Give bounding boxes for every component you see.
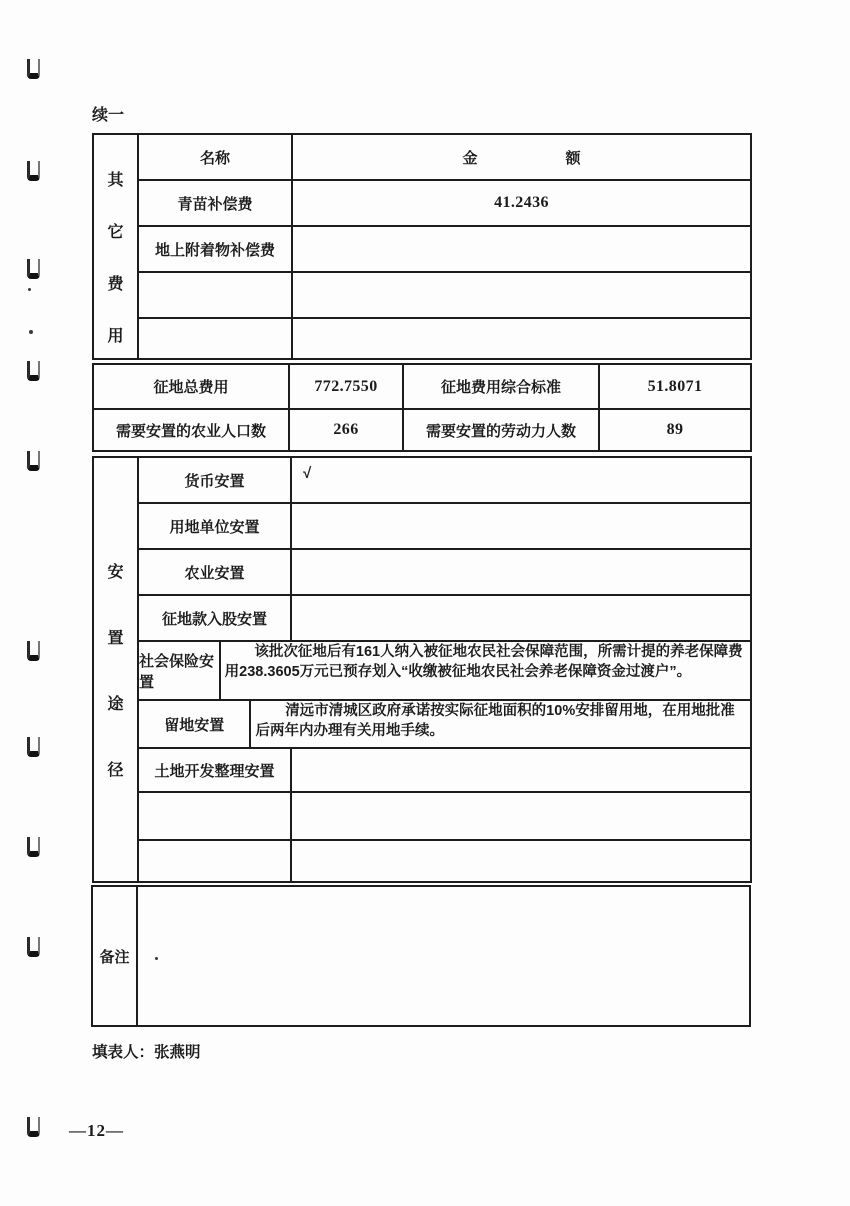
stub-char: 置 [107,630,124,647]
table-row [139,317,750,358]
scan-artifact-mark [27,59,40,79]
resettlement-value [292,841,750,881]
scan-artifact-dot [28,288,31,291]
summary-value: 772.7550 [290,365,404,408]
column-header-amount [293,135,750,179]
resettlement-name [139,841,292,881]
page-number: —12— [69,1121,124,1140]
scan-artifact-mark [27,641,40,661]
remarks-table [91,885,751,1027]
resettlement-row [139,502,750,548]
remarks-value [138,887,749,1025]
table-row [139,225,750,271]
resettlement-value: 该批次征地后有161人纳入被征地农民社会保障范围，所需计提的养老保障费用238.3605万元已预存划入“收缴被征地农民社会养老保障资金过渡户”。 [224,644,743,680]
scan-artifact-dot [29,330,33,334]
fee-name [139,319,293,358]
stub-char: 途 [107,696,124,713]
fee-amount [293,319,750,358]
table-row [139,179,750,225]
form-filler-line: 填表人：张燕明 [92,1044,201,1061]
scan-artifact-mark [27,161,40,181]
amount-header-char: 金 [462,149,478,167]
resettlement-row [139,699,750,747]
stub-char: 它 [107,224,124,241]
resettlement-row [139,747,750,791]
resettlement-value [292,793,750,839]
resettlement-name: 征地款入股安置 [139,596,292,640]
summary-row [94,365,750,408]
scan-artifact-dot [155,957,158,960]
resettlement-name: 农业安置 [139,550,292,594]
resettlement-row [139,839,750,881]
summary-label: 征地总费用 [94,365,290,408]
scan-artifact-mark [27,837,40,857]
fee-amount [293,227,750,271]
continuation-label: 续一 [92,107,125,124]
summary-value: 89 [666,421,684,438]
resettlement-name: 土地开发整理安置 [139,749,292,791]
other-fees-header-row [139,135,750,179]
scan-artifact-mark [27,259,40,279]
resettlement-name: 留地安置 [139,701,251,747]
stub-char: 费 [107,276,124,293]
stub-char: 径 [107,762,124,779]
resettlement-row [139,640,750,699]
other-fees-stub-label [94,135,139,358]
resettlement-row [139,548,750,594]
fee-name: 青苗补偿费 [139,181,293,225]
summary-label: 征地费用综合标准 [404,365,600,408]
resettlement-row [139,594,750,640]
scan-artifact-mark [27,737,40,757]
summary-table [92,363,752,452]
fee-amount [293,273,750,317]
resettlement-value: 清远市清城区政府承诺按实际征地面积的10%安排留用地，在用地批准后两年内办理有关用地手续。 [255,703,735,739]
other-fees-table [92,133,752,360]
scan-artifact-mark [27,1117,40,1137]
scan-artifact-mark [27,451,40,471]
column-header-name: 名称 [139,135,293,179]
fee-name [139,273,293,317]
resettlement-value [292,504,750,548]
summary-label: 需要安置的劳动力人数 [404,410,600,450]
scan-artifact-mark [27,361,40,381]
table-row [139,271,750,317]
remarks-label: 备注 [93,887,138,1025]
resettlement-name: 货币安置 [139,458,292,502]
resettlement-value [292,550,750,594]
summary-label: 需要安置的农业人口数 [94,410,290,450]
summary-value: 266 [290,410,404,450]
resettlement-name: 用地单位安置 [139,504,292,548]
stub-char: 用 [107,328,124,345]
fee-name: 地上附着物补偿费 [139,227,293,271]
resettlement-row [139,791,750,839]
checkmark: √ [303,465,312,482]
amount-header-char: 额 [565,149,581,167]
resettlement-name [139,793,292,839]
resettlement-name: 社会保险安置 [139,642,221,699]
stub-char: 其 [107,172,124,189]
stub-char: 安 [107,564,124,581]
resettlement-row [139,458,750,502]
fee-amount: 41.2436 [494,194,549,211]
resettlement-stub-label [94,458,139,881]
resettlement-value [292,596,750,640]
resettlement-table [92,456,752,883]
scan-artifact-mark [27,937,40,957]
summary-row [94,408,750,450]
summary-value: 51.8071 [647,377,703,395]
resettlement-value [292,749,750,791]
